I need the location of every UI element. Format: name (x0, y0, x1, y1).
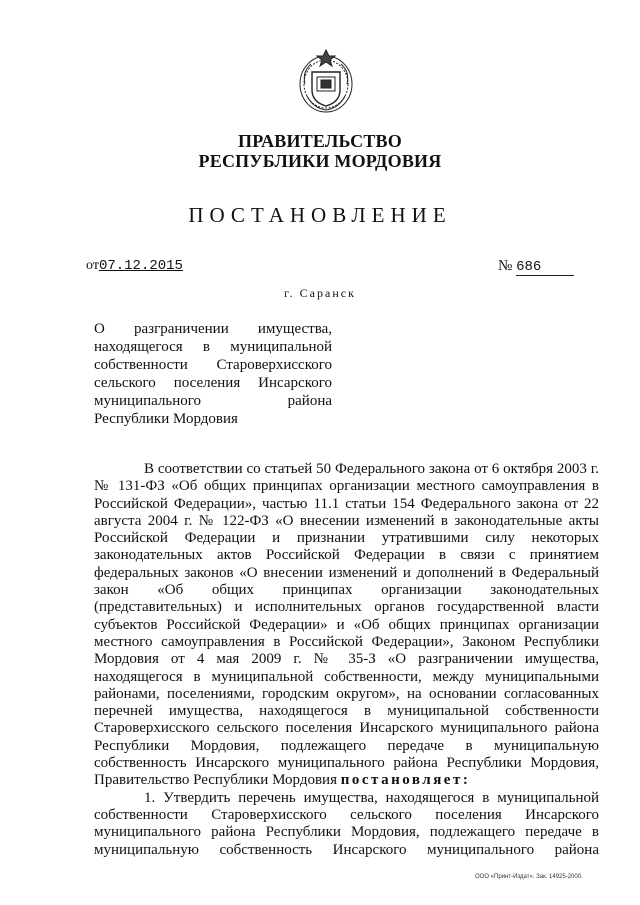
document-date (86, 258, 183, 274)
subject-line: муниципального района (94, 393, 332, 409)
document-body (94, 461, 599, 859)
government-title-line1: ПРАВИТЕЛЬСТВО (238, 131, 402, 151)
coat-of-arms-emblem (297, 44, 355, 116)
print-mark: ООО «Принт-Издат». Зак. 14925-2000. (475, 874, 583, 880)
body-line: перечней имущества, находящегося в муниципальной собственности (94, 703, 599, 720)
decree-subject: Правительство Республики Мордовия (94, 772, 337, 789)
body-line: Староверхисского сельского поселения Инсарского муниципального района (94, 720, 599, 737)
item1-line: муниципальную собственность Инсарского муниципального района (94, 841, 599, 858)
body-line: В соответствии со статьей 50 Федерального закона от 6 октября 2003 г. (144, 461, 599, 477)
body-line: № 131-ФЗ «Об общих принципах организации местного самоуправления в (94, 478, 599, 495)
item1-line: муниципального района Республики Мордовия, подлежащего передаче в (94, 824, 599, 841)
document-number (498, 258, 574, 276)
body-line: Российской Федерации», частью 11.1 статьи 154 Федерального закона от 22 (94, 495, 599, 512)
body-line: субъектов Российской Федерации» и «Об общих принципах организации (94, 616, 599, 633)
body-line: Республики Мордовия, подлежащего передаче в муниципальную (94, 737, 599, 754)
date-value: 07.12.2015 (98, 258, 183, 274)
body-line: закон «Об общих принципах организации законодательных (94, 582, 599, 599)
city-name: г. Саранск (284, 286, 356, 300)
body-line: федеральных законов «О внесении изменений и дополнений в Федеральный (94, 564, 599, 581)
subject-line: Республики Мордовия (94, 411, 238, 427)
body-line: районами, поселениями, городским округом», на основании согласованных (94, 685, 599, 702)
body-line: Мордовия от 4 мая 2009 г. № 35-З «О разграничении имущества, (94, 651, 599, 668)
date-prefix: от (86, 258, 99, 273)
body-line: местного самоуправления в Российской Федерации», Законом Республики (94, 633, 599, 650)
item1-line: 1. Утвердить перечень имущества, находящегося в муниципальной (144, 789, 599, 806)
number-prefix: № (498, 258, 513, 274)
body-line: (представительных) и исполнительных органов государственной власти (94, 599, 599, 616)
body-line: Российской Федерации и признании утратившими силу некоторых (94, 530, 599, 547)
item1-line: собственности Староверхисского сельского поселения Инсарского (94, 806, 599, 823)
body-line: находящегося в муниципальной собственности, между муниципальными (94, 668, 599, 685)
subject-line: собственности Староверхисского (94, 357, 332, 373)
subject-line: сельского поселения Инсарского (94, 375, 332, 391)
subject-line: О разграничении имущества, (94, 321, 332, 337)
decree-word: постановляет: (340, 772, 471, 789)
body-line: собственность Инсарского муниципального района Республики Мордовия, (94, 755, 599, 772)
document-subject (94, 320, 332, 428)
subject-line: находящегося в муниципальной (94, 339, 332, 355)
document-type-heading: ПОСТАНОВЛЕНИЕ (188, 203, 452, 227)
number-value: 686 (516, 260, 574, 276)
body-line: августа 2004 г. № 122-ФЗ «О внесении изменений в законодательные акты (94, 512, 599, 529)
decree-line (94, 772, 599, 789)
body-line: законодательных актов Российской Федерации в связи с принятием (94, 547, 599, 564)
government-title-line2: РЕСПУБЛИКИ МОРДОВИЯ (198, 151, 442, 171)
